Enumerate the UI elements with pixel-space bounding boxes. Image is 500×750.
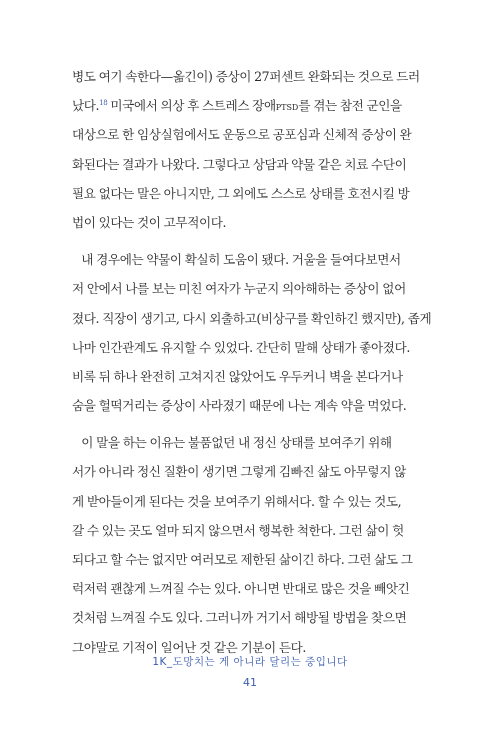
text-run: 대상으로 한 임상실험에서도 운동으로 공포심과 신체적 증상이 완: [72, 127, 412, 143]
text-line: [72, 603, 432, 632]
text-line: [72, 150, 432, 179]
text-line: [72, 457, 432, 486]
abbreviation-superscript: PTSD: [275, 103, 299, 113]
text-line: [72, 428, 432, 457]
text-run: 졌다. 직장이 생기고, 다시 외출하고(비상구를 확인하긴 했지만), 좁게: [72, 310, 432, 326]
text-run: 서가 아니라 정신 질환이 생기면 그렇게 김빠진 삶도 아무렇지 않: [72, 464, 406, 480]
text-line: [72, 333, 432, 362]
text-run: 를 겪는 참전 군인을: [298, 98, 402, 114]
text-line: [72, 391, 432, 420]
text-line: [72, 574, 432, 603]
text-line: [72, 208, 432, 237]
text-run: 비록 뒤 하나 완전히 고쳐지진 않았어도 우두커니 벽을 본다거나: [72, 368, 403, 384]
page-number: 41: [243, 676, 257, 689]
text-run: 미국에서 의상 후 스트레스 장애: [107, 98, 276, 114]
text-line: [72, 245, 432, 274]
text-line: [72, 516, 432, 545]
paragraph-gap: [72, 237, 432, 245]
text-line: [72, 487, 432, 516]
text-run: 필요 없다는 말은 아니지만, 그 외에도 스스로 상태를 호전시킬 방: [72, 185, 410, 201]
text-run: 것처럼 느껴질 수도 있다. 그러니까 거기서 해방될 방법을 찾으면: [72, 610, 407, 626]
text-run: 나마 인간관계도 유지할 수 있었다. 간단히 말해 상태가 좋아졌다.: [72, 339, 410, 355]
text-line: [72, 362, 432, 391]
text-run: 났다.: [72, 98, 100, 114]
text-run: 그야말로 기적이 일어난 것 같은 기분이 든다.: [72, 639, 307, 655]
running-title: 1K_도망치는 게 아니라 달리는 중입니다: [152, 656, 348, 668]
text-run: 숨을 헐떡거리는 증상이 사라졌기 때문에 나는 계속 약을 먹었다.: [72, 398, 407, 414]
text-run: 럭저럭 괜찮게 느껴질 수는 있다. 아니면 반대로 많은 것을 빼앗긴: [72, 581, 410, 597]
body-text: [72, 62, 432, 662]
text-line: [72, 91, 432, 120]
text-line: [72, 179, 432, 208]
paragraph: [72, 62, 432, 237]
text-run: 법이 있다는 것이 고무적이다.: [72, 214, 227, 230]
text-line: [72, 120, 432, 149]
text-run: 화된다는 결과가 나왔다. 그렇다고 상담과 약물 같은 치료 수단이: [72, 156, 407, 172]
text-run: 게 받아들이게 된다는 것을 보여주기 위해서다. 할 수 있는 것도,: [72, 493, 402, 509]
text-run: 병도 여기 속한다—옮긴이) 증상이 27퍼센트 완화되는 것으로 드러: [72, 69, 420, 84]
text-run: 이 말을 하는 이유는 불품없던 내 정신 상태를 보여주기 위해: [72, 435, 392, 451]
text-run: 되다고 할 수는 없지만 여러모로 제한된 삶이긴 하다. 그런 삶도 그: [72, 552, 413, 567]
paragraph: [72, 428, 432, 662]
text-run: 내 경우에는 약물이 확실히 도움이 됐다. 거울을 들여다보면서: [72, 252, 401, 268]
footnote-marker: 18: [99, 99, 108, 107]
text-run: 갈 수 있는 곳도 얼마 되지 않으면서 행복한 척한다. 그런 삶이 헛: [72, 522, 404, 538]
text-line: [72, 274, 432, 303]
text-line: [72, 62, 432, 91]
paragraph: [72, 245, 432, 420]
text-line: [72, 545, 432, 574]
paragraph-gap: [72, 420, 432, 428]
text-line: [72, 304, 432, 333]
text-run: 저 안에서 나를 보는 미친 여자가 누군지 의아해하는 증상이 없어: [72, 281, 406, 297]
